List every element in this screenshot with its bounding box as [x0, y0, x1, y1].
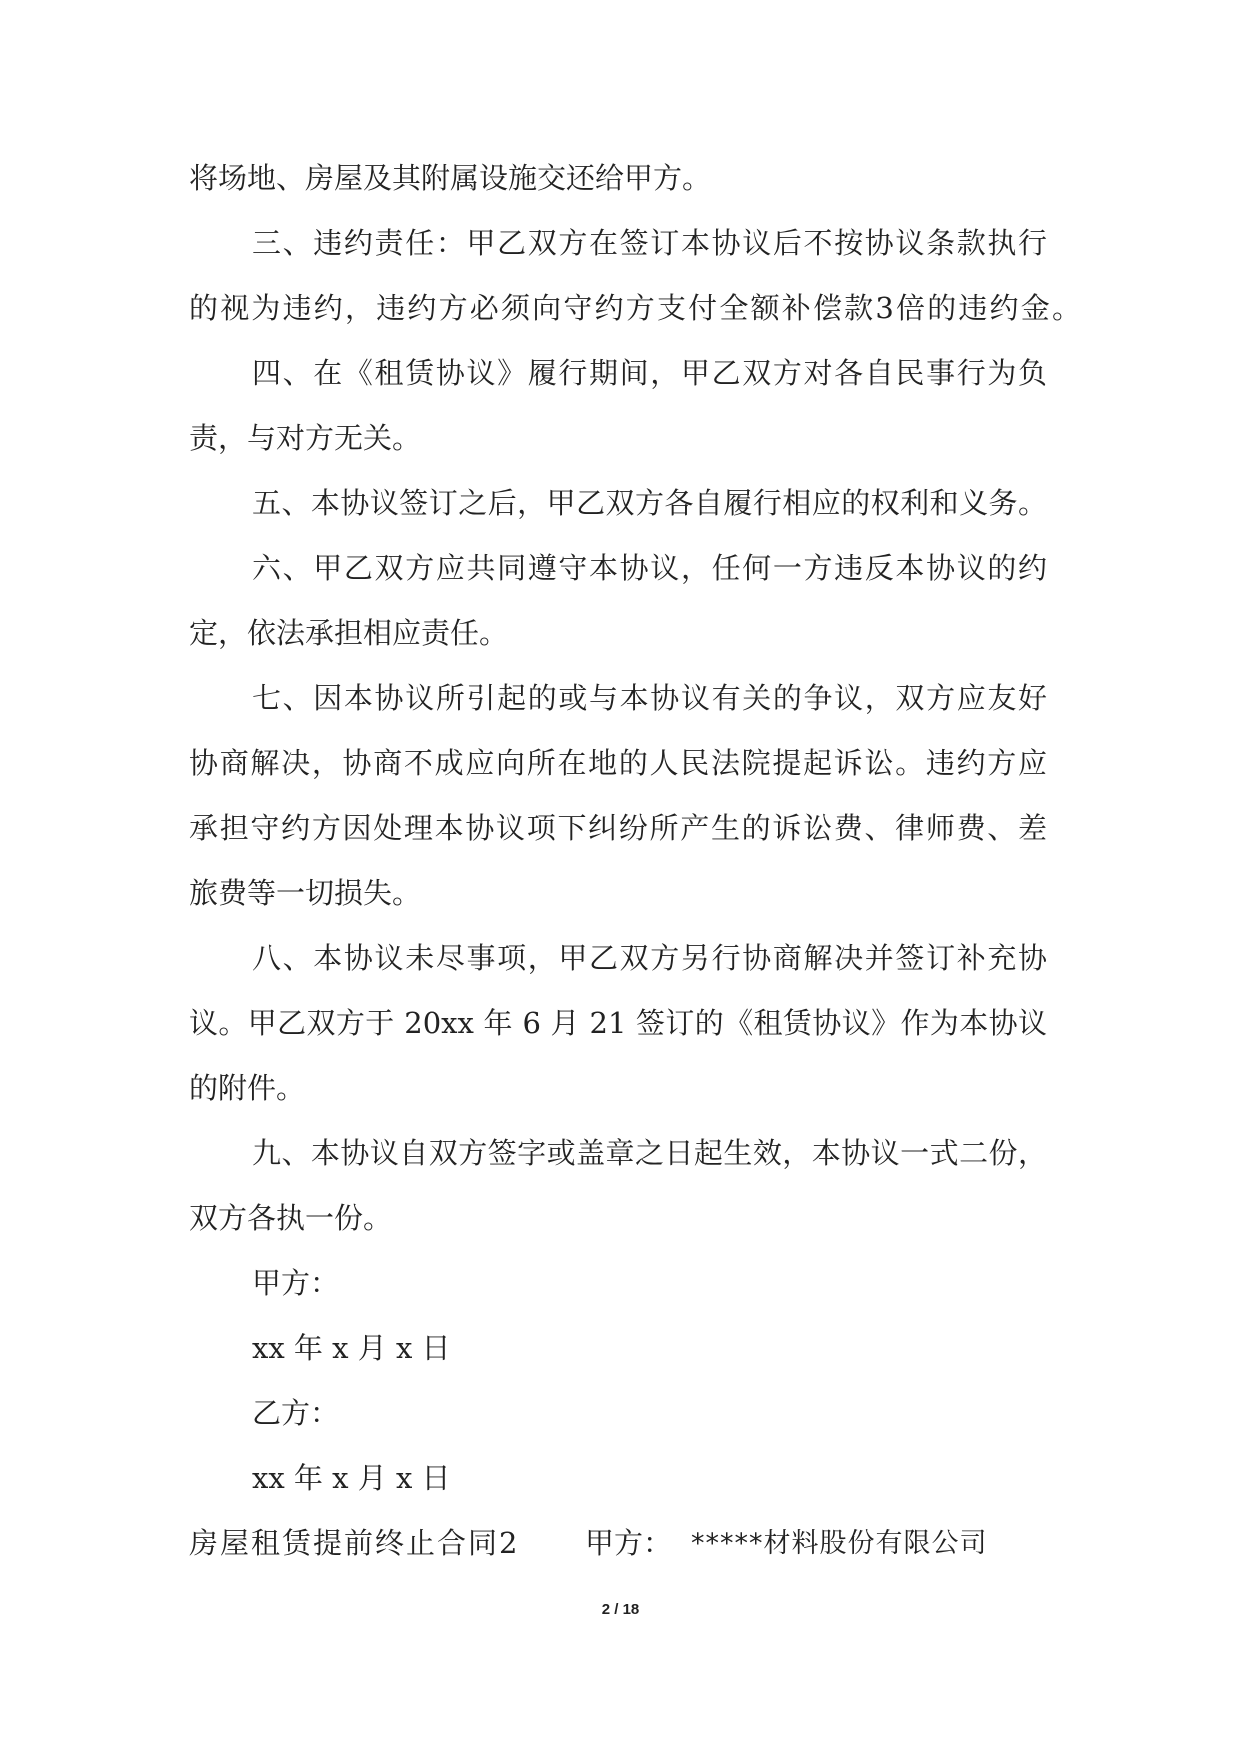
clause-7-line-3: 承担守约方因处理本协议项下纠纷所产生的诉讼费、律师费、差 [189, 811, 1047, 845]
next-contract-party-a-label: 甲方： [585, 1526, 673, 1560]
party-a-signature-label: 甲方： [252, 1266, 340, 1300]
clause-6-line-2: 定，依法承担相应责任。 [189, 616, 509, 650]
document-body [189, 146, 1081, 1576]
clause-6-line-1: 六、甲乙双方应共同遵守本协议，任何一方违反本协议的约 [252, 551, 1047, 585]
next-contract-heading [189, 1511, 1047, 1576]
clause-3-line-2: 的视为违约，违约方必须向守约方支付全额补偿款3倍的违约金。 [189, 291, 1081, 325]
clause-4-line-2: 责，与对方无关。 [189, 421, 422, 455]
clause-7-line-2: 协商解决，协商不成应向所在地的人民法院提起诉讼。违约方应 [189, 746, 1047, 780]
party-b-signature-date: xx 年 x 月 x 日 [252, 1461, 451, 1495]
clause-8-line-2: 议。甲乙双方于 20xx 年 6 月 21 签订的《租赁协议》作为本协议 [189, 1006, 1047, 1040]
clause-3-line-1: 三、违约责任：甲乙双方在签订本协议后不按协议条款执行 [252, 226, 1047, 260]
party-b-signature-label: 乙方： [252, 1396, 340, 1430]
next-contract-party-a-name: *****材料股份有限公司 [691, 1528, 988, 1559]
clause-7-line-4: 旅费等一切损失。 [189, 876, 422, 910]
clause-9-line-1: 九、本协议自双方签字或盖章之日起生效，本协议一式二份， [252, 1136, 1047, 1170]
clause-9-line-2: 双方各执一份。 [189, 1201, 393, 1235]
clause-4-line-1: 四、在《租赁协议》履行期间，甲乙双方对各自民事行为负 [252, 356, 1047, 390]
clause-5-line-1: 五、本协议签订之后，甲乙双方各自履行相应的权利和义务。 [252, 486, 1047, 520]
clause-7-line-1: 七、因本协议所引起的或与本协议有关的争议，双方应友好 [252, 681, 1047, 715]
next-contract-title: 房屋租赁提前终止合同2 [189, 1526, 520, 1560]
clause-8-line-1: 八、本协议未尽事项，甲乙双方另行协商解决并签订补充协 [252, 941, 1047, 975]
continuation-line: 将场地、房屋及其附属设施交还给甲方。 [189, 161, 712, 195]
party-a-signature-date: xx 年 x 月 x 日 [252, 1331, 451, 1365]
clause-8-line-3: 的附件。 [189, 1071, 306, 1105]
page-number: 2 / 18 [601, 1601, 640, 1618]
